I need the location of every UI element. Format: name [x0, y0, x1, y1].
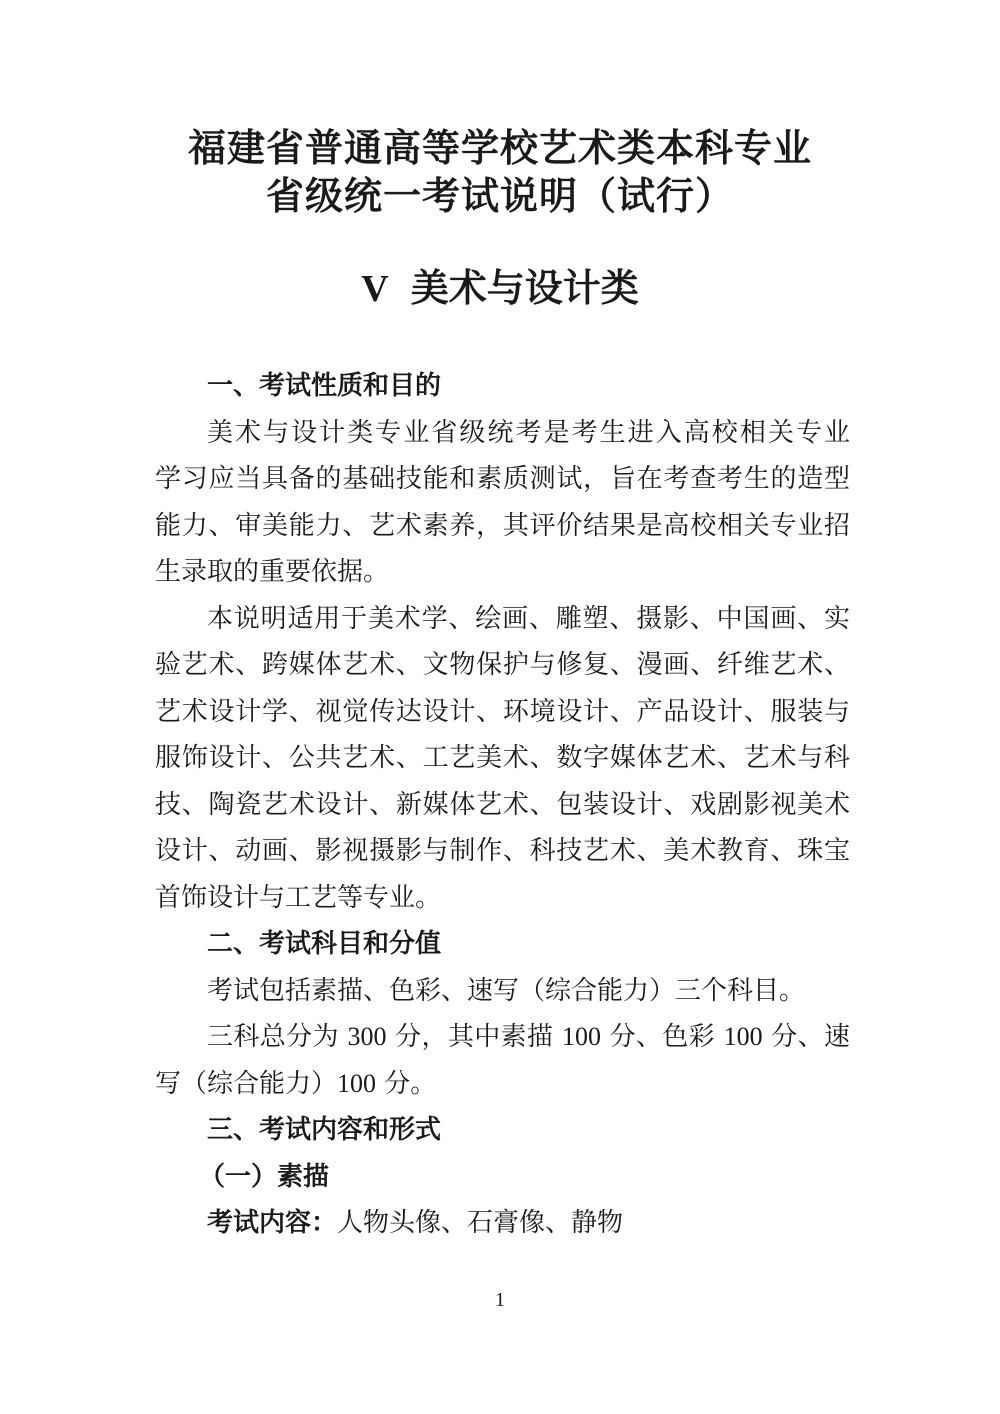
text-span: 三科总分为 — [207, 1022, 348, 1052]
text-span: 分。 — [376, 1068, 437, 1099]
score-sketch: 100 — [561, 1022, 601, 1051]
paragraph-line: 技、陶瓷艺术设计、新媒体艺术、包装设计、戏剧影视美术 — [155, 789, 850, 820]
paragraph-scores — [155, 1014, 850, 1107]
paragraph-line: 服饰设计、公共艺术、工艺美术、数字媒体艺术、艺术与科 — [155, 743, 850, 773]
score-speed-sketch: 100 — [337, 1068, 377, 1098]
section-heading — [0, 262, 1000, 315]
exam-content-line — [155, 1200, 850, 1247]
paragraph-line: 学习应当具备的基础技能和素质测试，旨在考查考生的造型 — [155, 464, 850, 494]
section-name: 美术与设计类 — [410, 265, 639, 310]
paragraph-line: 验艺术、跨媒体艺术、文物保护与修复、漫画、纤维艺术、 — [155, 650, 850, 680]
document-title-line-1: 福建省普通高等学校艺术类本科专业 — [187, 125, 812, 170]
paragraph-line: 能力、审美能力、艺术素养，其评价结果是高校相关专业招 — [155, 510, 850, 541]
paragraph-line: 生录取的重要依据。 — [155, 557, 390, 587]
score-total: 300 — [347, 1022, 387, 1051]
heading-content-form: 三、考试内容和形式 — [207, 1115, 442, 1145]
paragraph-purpose — [155, 410, 850, 596]
text-span: 分、色彩 — [600, 1022, 724, 1052]
heading-subjects-scores: 二、考试科目和分值 — [207, 929, 442, 959]
document-title-line-2: 省级统一考试说明（试行） — [265, 173, 734, 218]
exam-content-label: 考试内容： — [207, 1208, 338, 1238]
paragraph-scope — [155, 596, 850, 922]
exam-content-value: 人物头像、石膏像、静物 — [337, 1208, 624, 1238]
text-span: 分、速 — [762, 1022, 851, 1052]
paragraph-subjects: 考试包括素描、色彩、速写（综合能力）三个科目。 — [207, 975, 806, 1006]
score-color: 100 — [723, 1022, 763, 1051]
paragraph-line: 设计、动画、影视摄影与制作、科技艺术、美术教育、珠宝 — [155, 836, 850, 866]
section-number: V — [361, 268, 389, 310]
paragraph-line — [155, 1061, 850, 1108]
paragraph-line: 美术与设计类专业省级统考是考生进入高校相关专业 — [207, 417, 850, 448]
paragraph-line: 首饰设计与工艺等专业。 — [155, 882, 442, 913]
text-span: 分，其中素描 — [386, 1022, 562, 1052]
paragraph-line: 艺术设计学、视觉传达设计、环境设计、产品设计、服装与 — [155, 696, 850, 727]
paragraph-line: 本说明适用于美术学、绘画、雕塑、摄影、中国画、实 — [207, 603, 850, 634]
page-number: 1 — [495, 1289, 505, 1311]
document-body — [155, 363, 850, 1247]
paragraph-line — [155, 1014, 850, 1061]
text-span: 写（综合能力） — [155, 1068, 338, 1099]
subheading-sketch: （一）素描 — [199, 1161, 330, 1192]
heading-nature-purpose: 一、考试性质和目的 — [207, 371, 442, 401]
